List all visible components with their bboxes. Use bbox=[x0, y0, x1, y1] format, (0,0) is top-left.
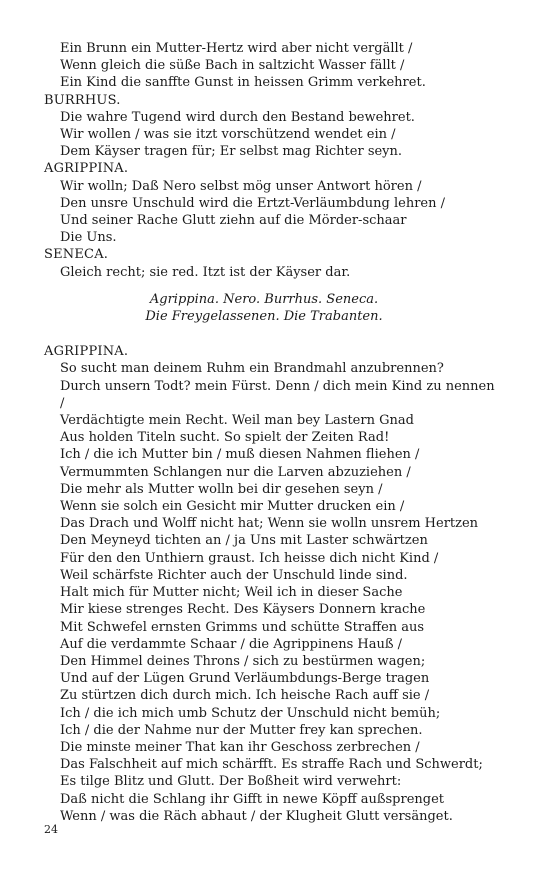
verse-line: Durch unsern Todt? mein Fürst. Denn / dich mein Kind zu nennen bbox=[60, 378, 495, 394]
verse-line: Die Uns. bbox=[60, 230, 117, 246]
verse-line: Den unsre Unschuld wird die Ertzt-Verläumbdung lehren / bbox=[60, 195, 445, 211]
verse-line: Daß nicht die Schlang ihr Gifft in newe Köpff außsprenget bbox=[60, 791, 445, 807]
speaker-name: SENECA. bbox=[44, 247, 109, 263]
verse-line: Aus holden Titeln sucht. So spielt der Zeiten Rad! bbox=[60, 430, 390, 446]
page-number: 24 bbox=[44, 823, 58, 836]
verse-line: / bbox=[60, 395, 65, 411]
verse-line: Wir wolln; Daß Nero selbst mög unser Antwort hören / bbox=[60, 178, 422, 194]
verse-line: Mit Schwefel ernsten Grimms und schütte Straffen aus bbox=[60, 619, 425, 635]
verse-line: Wenn / was die Räch abhaut / der Klugheit Glutt versänget. bbox=[60, 808, 453, 824]
verse-line: Zu stürtzen dich durch mich. Ich heische Rach auff sie / bbox=[60, 688, 430, 704]
verse-line: Ein Brunn ein Mutter-Hertz wird aber nicht vergällt / bbox=[60, 41, 413, 56]
verse-line: Verdächtigte mein Recht. Weil man bey Lastern Gnad bbox=[60, 413, 414, 429]
verse-line: Mir kiese strenges Recht. Des Käysers Donnern krache bbox=[60, 602, 426, 618]
verse-line: Und seiner Rache Glutt ziehn auf die Mörder-schaar bbox=[60, 213, 407, 229]
verse-line: Weil schärfste Richter auch der Unschuld linde sind. bbox=[60, 567, 408, 583]
verse-line: Ein Kind die sanffte Gunst in heissen Grimm verkehret. bbox=[60, 75, 426, 91]
verse-line: Vermummten Schlangen nur die Larven abzuziehen / bbox=[60, 464, 411, 480]
stage-direction-line: Agrippina. Nero. Burrhus. Seneca. bbox=[149, 291, 379, 307]
verse-line: Gleich recht; sie red. Itzt ist der Käyser dar. bbox=[60, 264, 351, 280]
page-text bbox=[44, 40, 495, 825]
verse-line: Es tilge Blitz und Glutt. Der Boßheit wird verwehrt: bbox=[60, 774, 402, 790]
verse-line: Die minste meiner That kan ihr Geschoss zerbrechen / bbox=[60, 739, 420, 755]
verse-line: Dem Käyser tragen für; Er selbst mag Richter seyn. bbox=[60, 144, 403, 160]
verse-line: Ich / die der Nahme nur der Mutter frey kan sprechen. bbox=[60, 722, 423, 738]
verse-line: Wenn sie solch ein Gesicht mir Mutter drucken ein / bbox=[60, 499, 405, 515]
verse-line: Und auf der Lügen Grund Verläumbdungs-Berge tragen bbox=[60, 671, 430, 687]
verse-line: Wir wollen / was sie itzt vorschützend wendet ein / bbox=[60, 127, 396, 143]
speaker-name: AGRIPPINA. bbox=[44, 161, 129, 177]
verse-line: Auf die verdammte Schaar / die Agrippinens Hauß / bbox=[60, 636, 403, 652]
verse-line: Das Drach und Wolff nicht hat; Wenn sie wolln unsrem Hertzen bbox=[60, 516, 479, 532]
speaker-name: BURRHUS. bbox=[44, 92, 121, 108]
verse-line: Ich / die ich Mutter bin / muß diesen Nahmen fliehen / bbox=[60, 447, 420, 463]
verse-line: Die wahre Tugend wird durch den Bestand bewehret. bbox=[60, 109, 415, 125]
speaker-name: AGRIPPINA. bbox=[44, 344, 129, 360]
stage-direction bbox=[44, 291, 484, 325]
stage-direction-line: Die Freygelassenen. Die Trabanten. bbox=[145, 309, 383, 325]
verse-line: Die mehr als Mutter wolln bei dir gesehen seyn / bbox=[60, 481, 383, 497]
verse-line: Ich / die ich mich umb Schutz der Unschuld nicht bemüh; bbox=[60, 705, 441, 721]
verse-line: Halt mich für Mutter nicht; Weil ich in dieser Sache bbox=[60, 585, 403, 601]
verse-line: Den Meyneyd tichten an / ja Uns mit Laster schwärtzen bbox=[60, 533, 428, 549]
verse-line: Den Himmel deines Throns / sich zu bestürmen wagen; bbox=[60, 653, 426, 669]
verse-line: Wenn gleich die süße Bach in saltzicht Wasser fällt / bbox=[60, 58, 405, 74]
verse-line: So sucht man deinem Ruhm ein Brandmahl anzubrennen? bbox=[60, 361, 444, 377]
verse-line: Das Falschheit auf mich schärfft. Es straffe Rach und Schwerdt; bbox=[60, 757, 483, 773]
verse-line: Für den den Unthiern graust. Ich heisse dich nicht Kind / bbox=[60, 550, 439, 566]
